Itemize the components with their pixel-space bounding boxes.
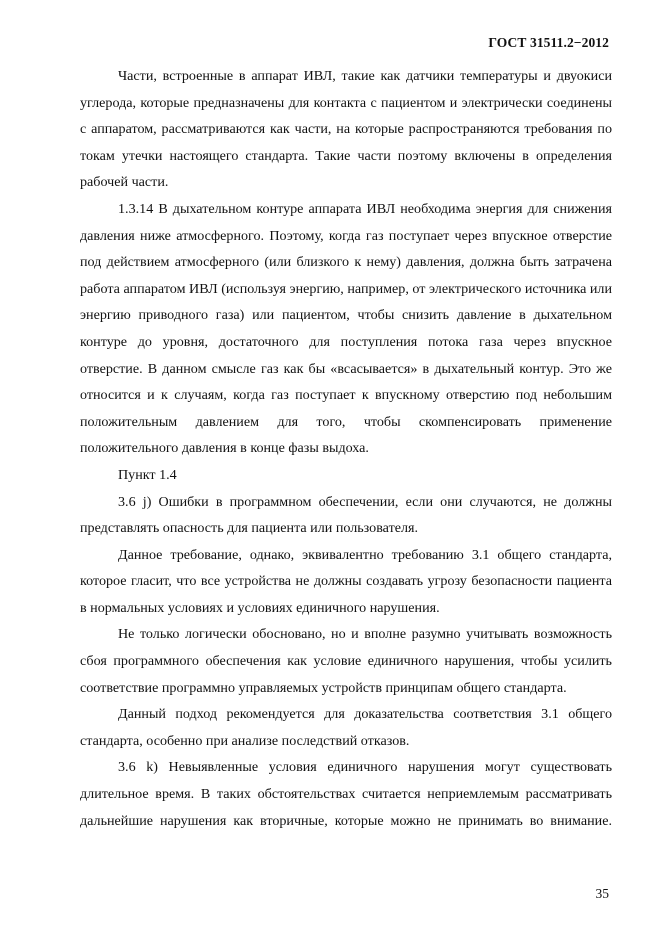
paragraph-3-6-j: 3.6 j) Ошибки в программном обеспечении, если они случаются, не должны представлять опасность для пациента или пользователя.	[80, 493, 612, 537]
paragraph-1-3-14: 1.3.14 В дыхательном контуре аппарата ИВЛ необходима энергия для снижения давления ниже атмосферного. Поэтому, когда газ поступает через впускное отверстие под действием атмосферного (или близкого к нему) давления, должна быть затрачена работа аппаратом ИВЛ (используя энергию, например, от электрического источника или энергию приводного газа) или пациентом, чтобы снизить давление в дыхательном контуре до уровня, достаточного для поступления потока газа через впускное отверстие. В данном смысле газ как бы «всасывается» в дыхательный контур. Это же относится и к случаям, когда газ поступает к впускному отверстию под небольшим положительным давлением для того, чтобы скомпенсировать применение положительного давления в конце фазы выдоха.	[80, 200, 612, 457]
paragraph-approach: Данный подход рекомендуется для доказательства соответствия 3.1 общего стандарта, особенно при анализе последствий отказов.	[80, 706, 612, 749]
paragraph-clause-1-4: Пункт 1.4	[118, 466, 177, 483]
page-number: 35	[595, 886, 609, 901]
paragraph-software-failure: Не только логически обосновано, но и вполне разумно учитывать возможность сбоя программного обеспечения как условие единичного нарушения, чтобы усилить соответствие программно управляемых устройств принципам общего стандарта.	[80, 626, 612, 696]
paragraph-applied-parts: Части, встроенные в аппарат ИВЛ, такие как датчики температуры и двуокиси углерода, которые предназначены для контакта с пациентом и электрически соединены с аппаратом, рассматриваются как части, на которые распространяются требования по токам утечки настоящего стандарта. Такие части поэтому включены в определения рабочей части.	[80, 68, 612, 191]
document-header: ГОСТ 31511.2−2012	[488, 35, 609, 50]
paragraph-3-6-k: 3.6 k) Невыявленные условия единичного нарушения могут существовать длительное время. В таких обстоятельствах считается неприемлемым рассматривать дальнейшие нарушения как вторичные, которые можно не принимать во внимание.	[80, 759, 612, 829]
paragraph-requirement-3-1: Данное требование, однако, эквивалентно требованию 3.1 общего стандарта, которое гласит, что все устройства не должны создавать угрозу безопасности пациента в нормальных условиях и условиях единичного нарушения.	[80, 546, 612, 616]
document-body	[80, 63, 612, 834]
